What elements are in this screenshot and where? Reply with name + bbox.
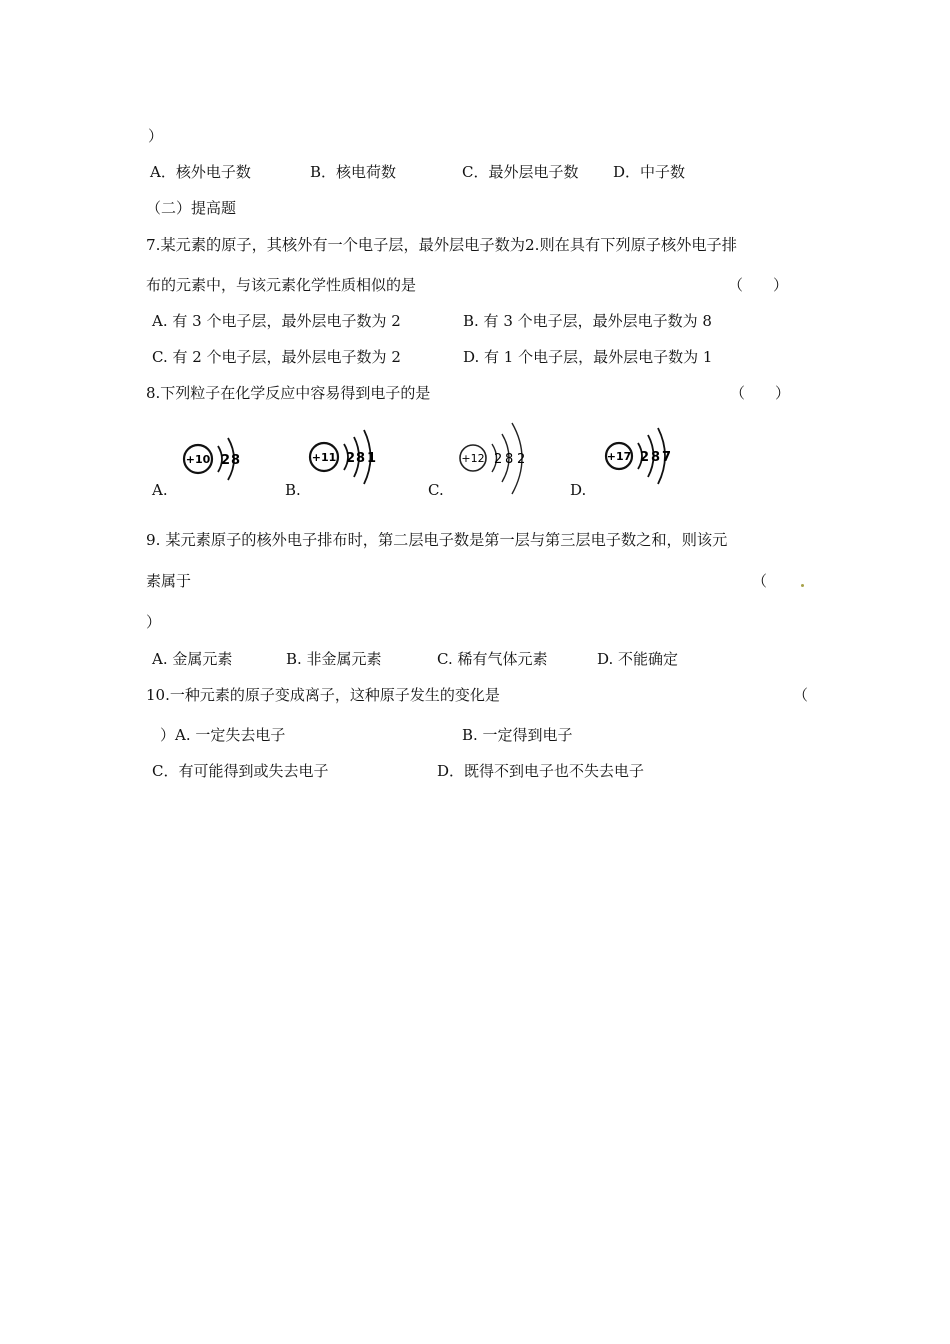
q8-stem: 8.下列粒子在化学反应中容易得到电子的是 bbox=[146, 384, 431, 402]
q9-bracket-close: ） bbox=[146, 613, 162, 631]
q9-stem-line1: 9. 某元素原子的核外电子排布时，第二层电子数是第一层与第三层电子数之和，则该元 bbox=[146, 531, 728, 549]
q10-option-b: B. 一定得到电子 bbox=[462, 726, 573, 744]
q9-bracket-open: （ bbox=[752, 572, 768, 590]
q8-atom-d-nucleus: +17 bbox=[606, 450, 632, 463]
q8-atom-d-shell-1: 2 bbox=[640, 450, 650, 465]
q9-option-d: D. 不能确定 bbox=[597, 650, 679, 668]
q8-atom-b-shell-3: 1 bbox=[367, 451, 377, 466]
q7-stem-line2: 布的元素中，与该元素化学性质相似的是 bbox=[146, 276, 417, 294]
q8-atom-c-shell-3: 2 bbox=[517, 452, 526, 467]
q7-option-d: D. 有 1 个电子层，最外层电子数为 1 bbox=[463, 348, 713, 366]
q8-atom-b-shell-2: 8 bbox=[356, 451, 366, 466]
stray-dot bbox=[801, 584, 804, 587]
q6-option-a: A．核外电子数 bbox=[150, 163, 251, 181]
q10-bracket-open: （ bbox=[793, 686, 809, 704]
q6-option-c: C．最外层电子数 bbox=[462, 163, 579, 181]
q8-answer-bracket: （ ） bbox=[730, 384, 791, 402]
q10-option-c: C．有可能得到或失去电子 bbox=[152, 762, 329, 780]
q8-atom-d-shell-2: 8 bbox=[651, 450, 661, 465]
q7-option-c: C. 有 2 个电子层，最外层电子数为 2 bbox=[152, 348, 401, 366]
q6-closing-paren: ） bbox=[148, 127, 164, 145]
q9-option-a: A. 金属元素 bbox=[152, 650, 233, 668]
q7-option-a: A. 有 3 个电子层，最外层电子数为 2 bbox=[152, 312, 401, 330]
q8-atom-diagram-a bbox=[180, 428, 250, 492]
section-title: （二）提高题 bbox=[146, 199, 237, 217]
q8-atom-a-shell-1: 2 bbox=[221, 453, 231, 468]
q6-option-d: D．中子数 bbox=[613, 163, 686, 181]
q7-stem-line1: 7.某元素的原子，其核外有一个电子层，最外层电子数为2.则在具有下列原子核外电子排 bbox=[146, 236, 737, 254]
q8-atom-a-nucleus: +10 bbox=[185, 453, 211, 466]
q8-atom-diagram-b bbox=[305, 426, 385, 490]
q8-option-c-label: C. bbox=[428, 481, 444, 499]
q8-atom-b-nucleus: +11 bbox=[311, 451, 337, 464]
q10-stem: 10.一种元素的原子变成离子，这种原子发生的变化是 bbox=[146, 686, 500, 704]
q8-atom-diagram-d bbox=[602, 424, 682, 490]
q8-option-d-label: D. bbox=[570, 481, 587, 499]
q10-option-d: D．既得不到电子也不失去电子 bbox=[437, 762, 645, 780]
q8-atom-c-shell-1: 2 bbox=[494, 452, 503, 467]
q7-answer-bracket: （ ） bbox=[728, 276, 789, 294]
q8-atom-c-nucleus: +12 bbox=[461, 452, 485, 465]
q9-option-b: B. 非金属元素 bbox=[286, 650, 382, 668]
q8-atom-a-shell-2: 8 bbox=[231, 453, 241, 468]
q6-option-b: B．核电荷数 bbox=[310, 163, 397, 181]
q8-atom-c-shell-2: 8 bbox=[505, 452, 514, 467]
q8-atom-d-shell-3: 7 bbox=[662, 450, 672, 465]
q8-option-b-label: B. bbox=[285, 481, 301, 499]
q9-option-c: C. 稀有气体元素 bbox=[437, 650, 548, 668]
q10-option-a: ）A. 一定失去电子 bbox=[160, 726, 286, 744]
q8-atom-b-shell-1: 2 bbox=[346, 451, 356, 466]
q8-option-a-label: A. bbox=[152, 481, 168, 499]
q7-option-b: B. 有 3 个电子层，最外层电子数为 8 bbox=[463, 312, 712, 330]
q8-atom-diagram-c bbox=[456, 420, 536, 502]
q9-stem-line2: 素属于 bbox=[146, 572, 192, 590]
